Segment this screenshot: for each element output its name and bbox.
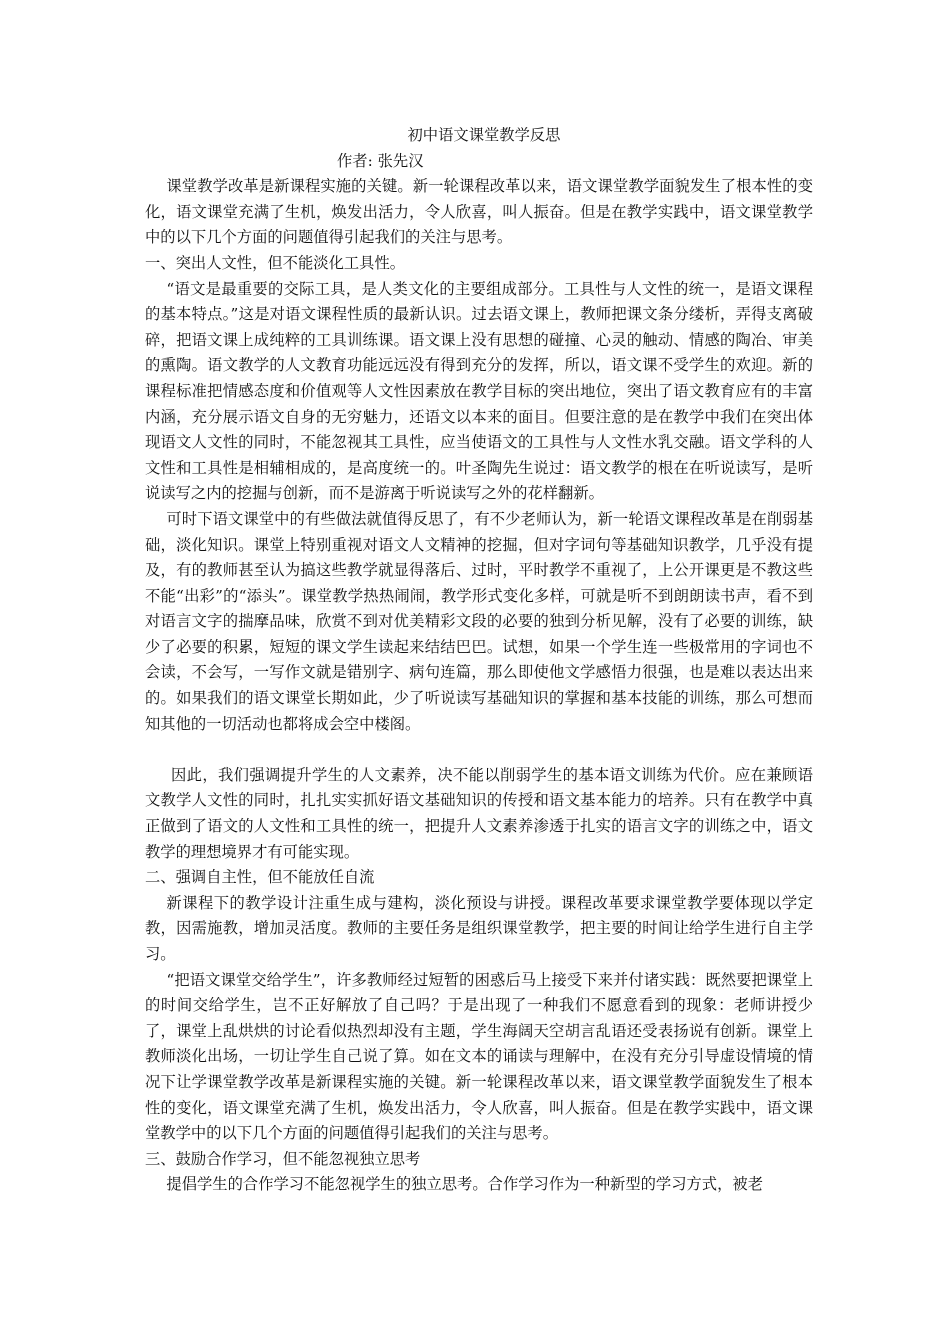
intro-paragraph: 课堂教学改革是新课程实施的关键。新一轮课程改革以来，语文课堂教学面貌发生了根本性的变化，语文课堂充满了生机，焕发出活力，令人欣喜，叫人振奋。但是在教学实践中，语文课堂教学中的以下几个方面的问题值得引起我们的关注与思考。 bbox=[145, 177, 813, 247]
section-1-paragraph-2: 可时下语文课堂中的有些做法就值得反思了，有不少老师认为，新一轮语文课程改革是在削弱基础，淡化知识。课堂上特别重视对语文人文精神的挖掘，但对字词句等基础知识教学，几乎没有提及，有的教师甚至认为搞这些教学就显得落后、过时，平时教学不重视了，上公开课更是不教这些不能“出彩”的“添头”。课堂教学热热闹闹，教学形式变化多样，可就是听不到朗朗读书声，看不到对语言文字的揣摩品味，欣赏不到对优美精彩文段的必要的独到分析见解，没有了必要的训练，缺少了必要的积累，短短的课文学生读起来结结巴巴。试想，如果一个学生连一些极常用的字词也不会读，不会写，一写作文就是错别字、病句连篇，那么即使他文学感悟力很强，也是难以表达出来的。如果我们的语文课堂长期如此，少了听说读写基础知识的掌握和基本技能的训练，那么可想而知其他的一切活动也都将成会空中楼阁。 bbox=[145, 509, 813, 733]
document-title: 初中语文课堂教学反思 bbox=[407, 126, 561, 144]
section-1-paragraph-1: “语文是最重要的交际工具，是人类文化的主要组成部分。工具性与人文性的统一，是语文课程的基本特点。”这是对语文课程性质的最新认识。过去语文课上，教师把课文条分缕析，弄得支离破碎，把语文课上成纯粹的工具训练课。语文课上没有思想的碰撞、心灵的触动、情感的陶冶、审美的熏陶。语文教学的人文教育功能远远没有得到充分的发挥，所以，语文课不受学生的欢迎。新的课程标准把情感态度和价值观等人文性因素放在教学目标的突出地位，突出了语文教育应有的丰富内涵，充分展示语文自身的无穷魅力，还语文以本来的面目。但要注意的是在教学中我们在突出体现语文人文性的同时，不能忽视其工具性，应当使语文的工具性与人文性水乳交融。语文学科的人文性和工具性是相辅相成的，是高度统一的。叶圣陶先生说过：语文教学的根在在听说读写，是听说读写之内的挖掘与创新，而不是游离于听说读写之外的花样翻新。 bbox=[145, 279, 813, 503]
section-2-paragraph-2: “把语文课堂交给学生”，许多教师经过短暂的困惑后马上接受下来并付诸实践：既然要把课堂上的时间交给学生，岂不正好解放了自己吗？于是出现了一种我们不愿意看到的现象：老师讲授少了，课堂上乱烘烘的讨论看似热烈却没有主题，学生海阔天空胡言乱语还受表扬说有创新。课堂上教师淡化出场，一切让学生自己说了算。如在文本的诵读与理解中，在没有充分引导虚设情境的情况下让学课堂教学改革是新课程实施的关键。新一轮课程改革以来，语文课堂教学面貌发生了根本性的变化，语文课堂充满了生机，焕发出活力，令人欣喜，叫人振奋。但是在教学实践中，语文课堂教学中的以下几个方面的问题值得引起我们的关注与思考。 bbox=[145, 970, 813, 1143]
section-2-paragraph-1: 新课程下的教学设计注重生成与建构，淡化预设与讲授。课程改革要求课堂教学要体现以学定教，因需施教，增加灵活度。教师的主要任务是组织课堂教学，把主要的时间让给学生进行自主学习。 bbox=[145, 893, 813, 963]
section-3-paragraph-1: 提倡学生的合作学习不能忽视学生的独立思考。合作学习作为一种新型的学习方式，被老 bbox=[166, 1175, 763, 1194]
document-author: 作者: 张先汉 bbox=[337, 151, 424, 170]
blank-line bbox=[145, 737, 813, 763]
section-3-heading: 三、鼓励合作学习，但不能忽视独立思考 bbox=[145, 1149, 421, 1168]
section-1-paragraph-3: 因此，我们强调提升学生的人文素养，决不能以削弱学生的基本语文训练为代价。应在兼顾语文教学人文性的同时，扎扎实实抓好语文基础知识的传授和语文基本能力的培养。只有在教学中真正做到了语文的人文性和工具性的统一，把提升人文素养渗透于扎实的语言文字的训练之中，语文教学的理想境界才有可能实现。 bbox=[145, 765, 813, 861]
document-page bbox=[145, 123, 813, 1198]
section-1-heading: 一、突出人文性，但不能淡化工具性。 bbox=[145, 253, 406, 272]
section-2-heading: 二、强调自主性，但不能放任自流 bbox=[145, 868, 375, 887]
